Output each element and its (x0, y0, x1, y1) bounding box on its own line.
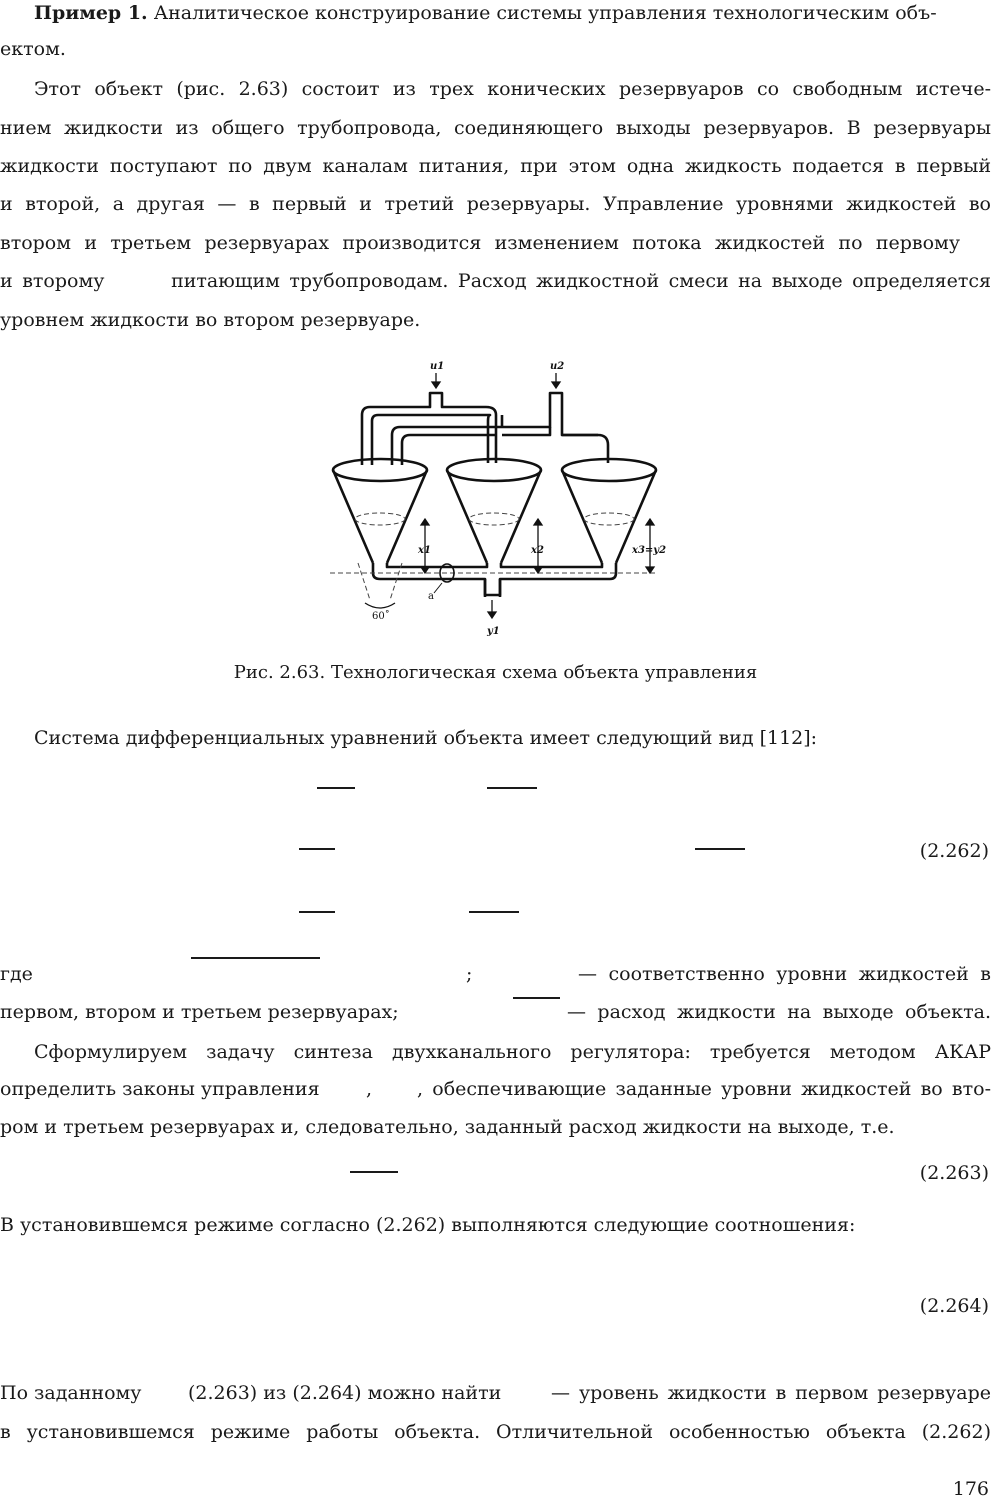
fraction-bar (299, 911, 335, 913)
body-line: Этот объект (рис. 2.63) состоит из трех конических резервуаров со свободным истече- (34, 78, 991, 100)
example-heading-line (0, 0, 991, 26)
body-line: в установившемся режиме работы объекта. Отличительной особенностью объекта (2.262) (0, 1421, 991, 1443)
tank-1-cone (333, 470, 427, 563)
equation-number: (2.262) (919, 840, 989, 862)
u1-outer-pipe (362, 393, 496, 465)
tank-2-cone (447, 470, 541, 563)
body-line-start: определить законы управления (0, 1078, 320, 1100)
fraction-bar (469, 911, 519, 913)
body-line: жидкости поступают по двум каналам питания, при этом одна жидкость подается в первый (0, 155, 991, 177)
label-a: a (428, 591, 434, 602)
label-angle: 60˚ (372, 611, 390, 622)
body-line: Система дифференциальных уравнений объекта имеет следующий вид [112]: (34, 727, 818, 749)
tank-2-rim (447, 459, 541, 481)
example-heading-text: Аналитическое конструирование системы управления технологическим объ- (147, 2, 937, 24)
body-line-comma: , (366, 1078, 373, 1100)
label-u1: u1 (430, 361, 445, 372)
where-text-line-2-end: — расход жидкости на выходе объекта. (567, 1001, 991, 1023)
body-line-mid: (2.263) из (2.264) можно найти (188, 1382, 502, 1404)
body-line: нием жидкости из общего трубопровода, соединяющего выходы резервуаров. В резервуары (0, 117, 991, 139)
body-line: втором и третьем резервуарах производится изменением потока жидкостей по первому (0, 232, 960, 254)
tank-diagram (330, 355, 680, 645)
body-line: Сформулируем задачу синтеза двухканального регулятора: требуется методом АКАР (34, 1041, 991, 1063)
body-line: и второй, а другая — в первый и третий резервуары. Управление уровнями жидкостей во (0, 193, 991, 215)
tank-1-rim (333, 459, 427, 481)
label-x2: x2 (531, 545, 544, 556)
example-label: Пример 1. (34, 2, 148, 24)
u2-pipe (392, 393, 608, 465)
fraction-bar (317, 787, 355, 789)
fraction-bar (487, 787, 537, 789)
label-x3-y2: x3=y2 (632, 545, 667, 556)
figure-caption: Рис. 2.63. Технологическая схема объекта управления (233, 662, 758, 683)
body-line: уровнем жидкости во втором резервуаре. (0, 309, 421, 331)
label-u2: u2 (550, 361, 565, 372)
fraction-bar (299, 848, 335, 850)
equation-number: (2.263) (919, 1162, 989, 1184)
body-line: В установившемся режиме согласно (2.262) выполняются следующие соотношения: (0, 1214, 856, 1236)
fraction-bar (191, 957, 320, 959)
body-line-end: — уровень жидкости в первом резервуаре (551, 1382, 991, 1404)
body-line-start: По заданному (0, 1382, 142, 1404)
fraction-bar (513, 997, 560, 999)
where-text-line-2: первом, втором и третьем резервуарах; (0, 1001, 399, 1023)
page-number: 176 (952, 1478, 989, 1500)
fraction-bar (350, 1171, 398, 1173)
where-text-end: — соответственно уровни жидкостей в (578, 963, 991, 985)
where-semicolon: ; (466, 963, 473, 985)
body-line: и второму питающим трубопроводам. Расход жидкостной смеси на выходе определяется (0, 270, 991, 292)
label-y1: y1 (487, 626, 500, 637)
equation-number: (2.264) (919, 1295, 989, 1317)
body-line: ром и третьем резервуарах и, следовательно, заданный расход жидкости на выходе, т.е. (0, 1116, 895, 1138)
label-x1: x1 (418, 545, 431, 556)
where-label: где (0, 963, 33, 985)
body-line-end: , обеспечивающие заданные уровни жидкостей во вто- (417, 1078, 991, 1100)
fraction-bar (695, 848, 745, 850)
example-heading-line-2: ектом. (0, 38, 66, 60)
